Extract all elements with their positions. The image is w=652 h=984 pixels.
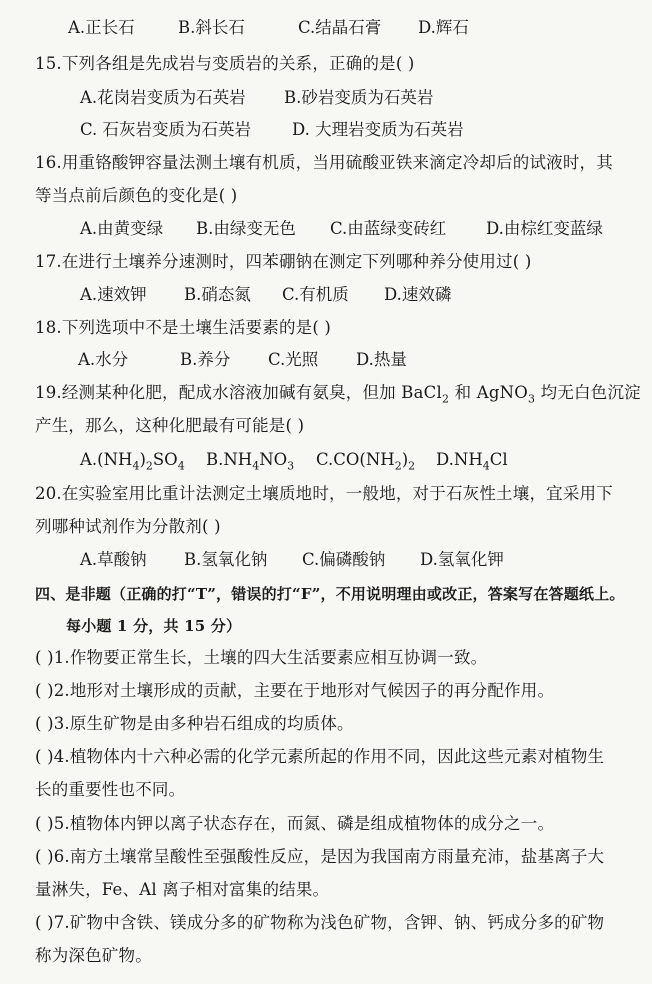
q14-option-c: C.结晶石膏 bbox=[298, 18, 382, 37]
q20-stem-line1: 20.在实验室用比重计法测定土壤质地时，一般地，对于石灰性土壤，宜采用下 bbox=[35, 484, 613, 503]
tf-item-4-line2: 长的重要性也不同。 bbox=[35, 780, 186, 799]
q18-option-c: C.光照 bbox=[268, 350, 319, 369]
q20-option-a: A.草酸钠 bbox=[80, 550, 147, 569]
q17-stem: 17.在进行土壤养分速测时，四苯硼钠在测定下列哪种养分使用过( ) bbox=[35, 252, 532, 271]
q16-option-b: B.由绿变无色 bbox=[196, 219, 296, 238]
q17-option-d: D.速效磷 bbox=[384, 285, 452, 304]
q20-stem-line2: 列哪种试剂作为分散剂( ) bbox=[35, 517, 221, 536]
q19-stem-line2: 产生，那么，这种化肥最有可能是( ) bbox=[35, 416, 305, 435]
q14-option-a: A.正长石 bbox=[68, 18, 135, 37]
q17-option-a: A.速效钾 bbox=[80, 285, 147, 304]
q17-option-b: B.硝态氮 bbox=[184, 285, 251, 304]
q20-option-c: C.偏磷酸钠 bbox=[302, 550, 386, 569]
tf-item-4-line1: ( )4.植物体内十六种必需的化学元素所起的作用不同，因此这些元素对植物生 bbox=[35, 747, 605, 766]
q17-option-c: C.有机质 bbox=[282, 285, 349, 304]
tf-item-6-line1: ( )6.南方土壤常呈酸性至强酸性反应，是因为我国南方雨量充沛，盐基离子大 bbox=[35, 847, 605, 866]
q15-option-b: B.砂岩变质为石英岩 bbox=[284, 88, 434, 107]
q16-stem-line2: 等当点前后颜色的变化是( ) bbox=[35, 186, 238, 205]
q18-option-a: A.水分 bbox=[78, 350, 129, 369]
q16-option-a: A.由黄变绿 bbox=[80, 219, 164, 238]
tf-item-7-line2: 称为深色矿物。 bbox=[35, 946, 152, 965]
tf-item-7-line1: ( )7.矿物中含铁、镁成分多的矿物称为浅色矿物，含钾、钠、钙成分多的矿物 bbox=[35, 913, 605, 932]
q15-option-c: C. 石灰岩变质为石英岩 bbox=[80, 120, 252, 139]
tf-item-2: ( )2.地形对土壤形成的贡献，主要在于地形对气候因子的再分配作用。 bbox=[35, 681, 555, 700]
q16-option-d: D.由棕红变蓝绿 bbox=[486, 219, 603, 238]
q15-option-d: D. 大理岩变质为石英岩 bbox=[292, 120, 464, 139]
q19-option-b: $B.NH_4NO_3$ bbox=[206, 450, 295, 473]
tf-item-6-line2: 量淋失，Fe、Al 离子相对富集的结果。 bbox=[35, 880, 330, 899]
tf-item-5: ( )5.植物体内钾以离子状态存在，而氮、磷是组成植物体的成分之一。 bbox=[35, 814, 555, 833]
q14-option-b: B.斜长石 bbox=[178, 18, 245, 37]
section4-heading: 四、是非题（正确的打“T”，错误的打“F”，不用说明理由或改正，答案写在答题纸上。 bbox=[35, 585, 625, 603]
q14-option-d: D.辉石 bbox=[418, 18, 469, 37]
q18-option-b: B.养分 bbox=[180, 350, 231, 369]
q18-option-d: D.热量 bbox=[356, 350, 407, 369]
tf-item-3: ( )3.原生矿物是由多种岩石组成的均质体。 bbox=[35, 714, 354, 733]
q19-stem-line1: 19.经测某种化肥，配成水溶液加碱有氨臭，但加 BaCl$_2$ 和 AgNO$_3$ 均无白色沉淀 bbox=[35, 383, 641, 406]
tf-item-1: ( )1.作物要正常生长，土壤的四大生活要素应相互协调一致。 bbox=[35, 648, 488, 667]
section4-subheading: 每小题 1 分，共 15 分） bbox=[66, 617, 242, 635]
q20-option-b: B.氢氧化钠 bbox=[184, 550, 268, 569]
q19-option-d: $D.NH_4Cl$ bbox=[436, 450, 508, 473]
q18-stem: 18.下列选项中不是土壤生活要素的是( ) bbox=[35, 318, 332, 337]
q16-stem-line1: 16.用重铬酸钾容量法测土壤有机质，当用硫酸亚铁来滴定冷却后的试液时，其 bbox=[35, 153, 613, 172]
q20-option-d: D.氢氧化钾 bbox=[420, 550, 504, 569]
q16-option-c: C.由蓝绿变砖红 bbox=[330, 219, 447, 238]
q15-option-a: A.花岗岩变质为石英岩 bbox=[80, 88, 246, 107]
q15-stem: 15.下列各组是先成岩与变质岩的关系，正确的是( ) bbox=[35, 54, 415, 73]
q19-option-a: $A.(NH_4)_2SO_4$ bbox=[80, 450, 185, 473]
q19-option-c: $C.CO(NH_2)_2$ bbox=[316, 450, 416, 473]
